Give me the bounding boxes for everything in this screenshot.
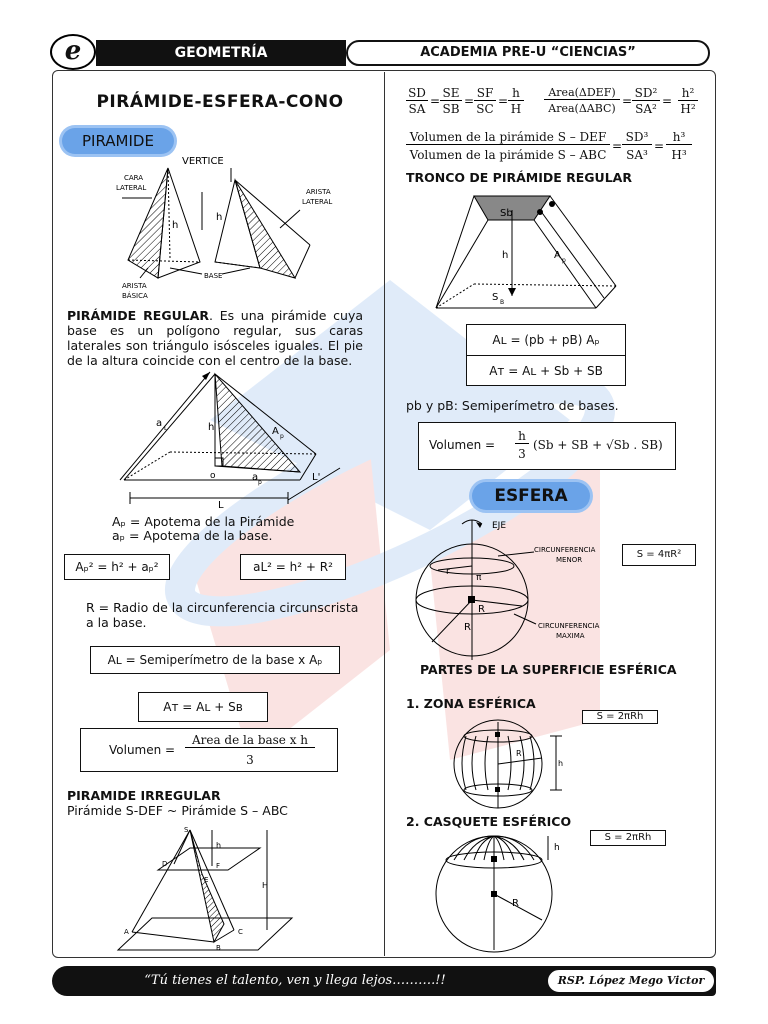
def-R: R = Radio de la circunferencia circunscrista a la base. bbox=[86, 600, 359, 630]
label-L: L bbox=[218, 500, 224, 508]
label-B: B bbox=[216, 944, 221, 952]
formula-Ap-box: Aₚ² = h² + aₚ² bbox=[64, 554, 170, 580]
irregular-text: Pirámide S-DEF ~ Pirámide S – ABC bbox=[67, 803, 288, 818]
label-Ap-sub: p bbox=[562, 257, 566, 264]
regular-paragraph bbox=[67, 308, 363, 368]
label-Ap: A bbox=[554, 250, 561, 261]
ratio-formula-row: SD SA = SE SB = SF SC = h H Area(ΔDEF) Area(ΔABC) = SD² SA² = h² H² bbox=[406, 82, 706, 122]
label-ap-sub: p bbox=[258, 479, 262, 486]
sphere-area-formula: S = 4πR² bbox=[622, 544, 696, 566]
label-arista-lateral-2: LATERAL bbox=[302, 198, 333, 206]
pb-text: pb y pB: Semiperímetro de bases. bbox=[406, 398, 619, 413]
header-right-title: ACADEMIA PRE-U “CIENCIAS” bbox=[346, 40, 710, 66]
column-divider bbox=[384, 72, 385, 956]
formula-aL-box: aL² = h² + R² bbox=[240, 554, 346, 580]
page-title: PIRÁMIDE-ESFERA-CONO bbox=[96, 92, 344, 112]
label-Lprime: L' bbox=[312, 472, 321, 483]
label-SB-sub: B bbox=[500, 299, 505, 306]
label-h2: h bbox=[216, 212, 223, 223]
footer-quote: “Tú tienes el talento, ven y llega lejos……….!! bbox=[144, 973, 446, 988]
label-Ap-sub: p bbox=[280, 433, 284, 440]
label-R2: R bbox=[464, 622, 471, 633]
label-E: E bbox=[204, 876, 209, 884]
label-arista-basica-2: BÁSICA bbox=[122, 292, 148, 300]
zona-formula: S = 2πRh bbox=[582, 710, 658, 724]
label-A: A bbox=[124, 928, 129, 936]
label-R: R bbox=[516, 749, 522, 758]
frustum-figure bbox=[416, 188, 626, 316]
label-D: D bbox=[162, 860, 168, 868]
ratio2-num: SE bbox=[440, 86, 462, 101]
casquete-formula: S = 2πRh bbox=[590, 830, 666, 846]
label-ap: a bbox=[252, 472, 259, 483]
tronco-volumen-label: Volumen = bbox=[429, 438, 496, 452]
zona-esferica-figure bbox=[446, 718, 586, 810]
volumen-den: 3 bbox=[246, 753, 254, 767]
vol-ratio-num3: h³ bbox=[666, 130, 692, 145]
label-circ-max-2: MAXIMA bbox=[556, 632, 585, 640]
label-Sb: Sb bbox=[500, 208, 513, 219]
vol-ratio-num: Volumen de la pirámide S – DEF bbox=[406, 130, 610, 145]
formula-AL-box: Aʟ = Semiperímetro de la base x Aₚ bbox=[90, 646, 340, 674]
pyramid-figure bbox=[110, 150, 360, 300]
label-circ-menor-1: CIRCUNFERENCIA bbox=[534, 546, 596, 554]
label-h: h bbox=[208, 422, 215, 433]
label-F: F bbox=[216, 862, 221, 870]
label-r: r bbox=[446, 567, 450, 577]
formula-AT-box: Aᴛ = Aʟ + Sʙ bbox=[138, 692, 268, 722]
area-ratio-num: Area(ΔDEF) bbox=[544, 86, 620, 100]
area-ratio-den3: H² bbox=[680, 102, 696, 116]
label-o: o bbox=[210, 471, 216, 481]
volumen-num: Area de la base x h bbox=[185, 733, 315, 748]
def-ap: aₚ = Apotema de la base. bbox=[112, 528, 273, 543]
sphere-figure bbox=[410, 510, 640, 662]
label-SB: S bbox=[492, 292, 499, 303]
vol-ratio-den: Volumen de la pirámide S – ABC bbox=[409, 148, 607, 162]
label-cara: CARA bbox=[124, 174, 144, 182]
ratio1-num: SD bbox=[406, 86, 428, 101]
regular-pyramid-figure bbox=[110, 368, 350, 508]
tronco-title: TRONCO DE PIRÁMIDE REGULAR bbox=[406, 170, 632, 185]
label-arista-lateral-1: ARISTA bbox=[306, 188, 331, 196]
label-circ-max-1: CIRCUNFERENCIA bbox=[538, 622, 600, 630]
zona-title: 1. ZONA ESFÉRICA bbox=[406, 696, 536, 711]
header-left-title: GEOMETRÍA bbox=[96, 40, 346, 66]
tronco-volumen-den: 3 bbox=[518, 447, 526, 461]
ratio2-den: SB bbox=[442, 102, 460, 116]
vol-ratio-den2: SA³ bbox=[626, 148, 648, 162]
label-aL: a bbox=[156, 418, 163, 429]
label-h: h bbox=[216, 841, 222, 850]
label-Ap: A bbox=[272, 426, 279, 437]
logo: e bbox=[50, 34, 96, 70]
irregular-pyramid-figure bbox=[112, 822, 302, 952]
label-S: S bbox=[184, 826, 189, 834]
label-h1: h bbox=[172, 220, 179, 231]
area-ratio-den: Area(ΔABC) bbox=[548, 102, 616, 115]
tronco-volumen-num: h bbox=[515, 429, 529, 444]
tronco-formula-AT: Aᴛ = Aʟ + Sb + SB bbox=[489, 364, 603, 378]
label-h: h bbox=[502, 250, 509, 261]
ratio4-num: h bbox=[508, 86, 524, 101]
tronco-volumen-box bbox=[418, 422, 676, 470]
area-ratio-num3: h² bbox=[678, 86, 698, 101]
label-h: h bbox=[558, 759, 564, 768]
piramide-cloud: PIRAMIDE bbox=[62, 128, 174, 154]
volume-ratio-row: Volumen de la pirámide S – DEF Volumen de la pirámide S – ABC = SD³ SA³ = h³ H³ bbox=[406, 126, 706, 166]
label-circ-menor-2: MENOR bbox=[556, 556, 583, 564]
label-h: h bbox=[554, 843, 560, 853]
label-eje: EJE bbox=[492, 521, 507, 531]
regular-title: PIRÁMIDE REGULAR bbox=[67, 308, 210, 323]
casquete-title: 2. CASQUETE ESFÉRICO bbox=[406, 814, 572, 829]
label-arista-basica-1: ARISTA bbox=[122, 282, 147, 290]
ratio3-num: SF bbox=[474, 86, 496, 101]
regular-text: . Es una pirámide cuya base es un polígono regular, sus caras laterales son triángulo isósceles iguales. El pie de la altura coincide con el centro de la base. bbox=[67, 308, 363, 368]
volumen-box bbox=[80, 728, 338, 772]
irregular-title: PIRAMIDE IRREGULAR bbox=[67, 788, 221, 803]
area-ratio-num2: SD² bbox=[632, 86, 660, 101]
partes-title: PARTES DE LA SUPERFICIE ESFÉRICA bbox=[420, 662, 677, 677]
esfera-cloud: ESFERA bbox=[472, 482, 590, 510]
label-vertice: VERTICE bbox=[182, 156, 224, 167]
label-R1: R bbox=[478, 604, 485, 615]
label-pi: π bbox=[476, 573, 482, 583]
casquete-figure bbox=[408, 830, 588, 954]
label-base: BASE bbox=[204, 272, 223, 280]
label-aL-sub: L bbox=[164, 425, 168, 432]
label-C: C bbox=[238, 928, 243, 936]
volumen-label: Volumen = bbox=[109, 743, 176, 757]
def-Ap: Aₚ = Apotema de la Pirámide bbox=[112, 514, 295, 529]
ratio3-den: SC bbox=[476, 102, 494, 116]
area-ratio-den2: SA² bbox=[635, 102, 657, 116]
tronco-formula-AL: Aʟ = (pb + pB) Aₚ bbox=[467, 325, 625, 356]
footer-author: RSP. López Mego Victor bbox=[546, 968, 716, 994]
ratio1-den: SA bbox=[408, 102, 426, 116]
label-R: R bbox=[512, 898, 519, 909]
label-lateral: LATERAL bbox=[116, 184, 147, 192]
vol-ratio-den3: H³ bbox=[671, 148, 687, 162]
tronco-formulas-box bbox=[466, 324, 626, 386]
vol-ratio-num2: SD³ bbox=[622, 130, 652, 145]
ratio4-den: H bbox=[510, 102, 522, 116]
tronco-volumen-rest: (Sb + SB + √Sb . SB) bbox=[533, 438, 663, 452]
label-H: H bbox=[262, 881, 269, 890]
